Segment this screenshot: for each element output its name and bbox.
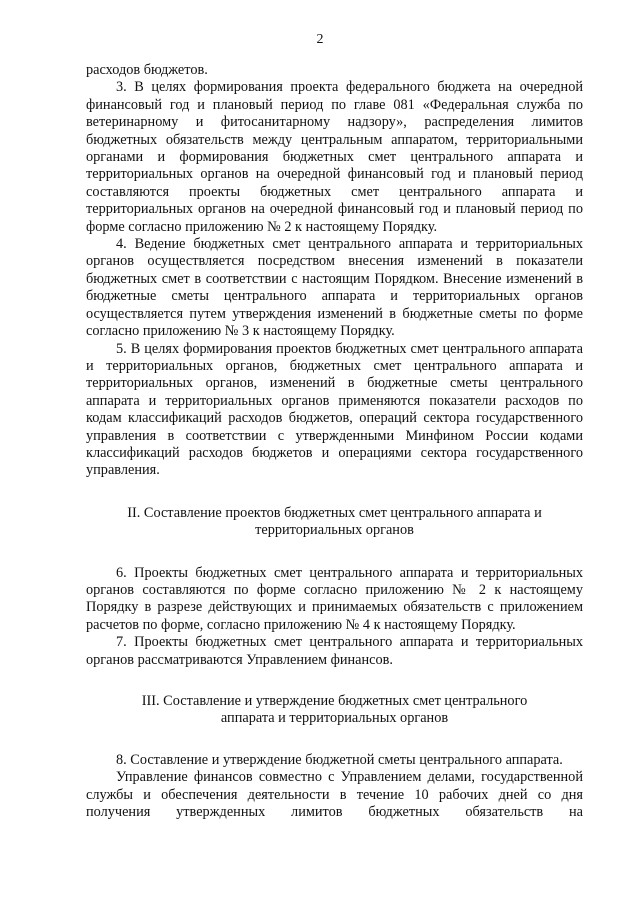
paragraph-7: 7. Проекты бюджетных смет центрального аппарата и территориальных органов рассматриваются Управлением финансов. [86,634,583,668]
section-3-heading [86,693,583,728]
paragraph-continuation: расходов бюджетов. [86,62,208,78]
paragraph-5: 5. В целях формирования проектов бюджетных смет центрального аппарата и территориальных органов, бюджетных смет центрального аппарата и территориальных органов, изменений в бюджетные сметы центрального аппарата и территориальных органов применяются показатели расходов по кодам классификаций расходов бюджетов, операций сектора государственного управления в соответствии с утвержденными Минфином России кодами классификаций расходов бюджетов и операциями сектора государственного управления. [86,340,583,479]
paragraph-8-continued: Управление финансов совместно с Управлением делами, государственной службы и обеспечения деятельности в течение 10 рабочих дней со дня получения утвержденных лимитов бюджетных обязательств на [86,769,583,821]
page-number: 2 [316,32,324,47]
paragraph-3: 3. В целях формирования проекта федерального бюджета на очередной финансовый год и плановый период по главе 081 «Федеральная служба по ветеринарному и фитосанитарному надзору», распределения лимитов бюджетных обязательств между центральным аппаратом, территориальными органами и формирования бюджетных смет центрального аппарата и территориальных органов на очередной финансовый год и плановый период составляются проекты бюджетных смет центрального аппарата и территориальных органов на очередной финансовый год и плановый период по форме согласно приложению № 2 к настоящему Порядку. [86,79,583,235]
section-2-heading-line-2: территориальных органов [255,522,414,539]
section-3-heading-line-1: III. Составление и утверждение бюджетных смет центрального [141,693,528,709]
paragraph-8: 8. Составление и утверждение бюджетной сметы центрального аппарата. [116,751,563,768]
document-body [86,62,583,821]
section-2-heading [86,505,583,540]
section-3-heading-line-2: аппарата и территориальных органов [220,710,449,727]
paragraph-4: 4. Ведение бюджетных смет центрального аппарата и территориальных органов осуществляется посредством внесения изменений в показатели бюджетных смет в соответствии с настоящим Порядком. Внесение изменений в бюджетные сметы центрального аппарата и территориальных органов осуществляется путем утверждения изменений в бюджетные сметы по форме согласно приложению № 3 к настоящему Порядку. [86,236,583,340]
paragraph-6: 6. Проекты бюджетных смет центрального аппарата и территориальных органов составляются по форме согласно приложению № 2 к настоящему Порядку в разрезе действующих и принимаемых обязательств с приложением расчетов по форме, согласно приложению № 4 к настоящему Порядку. [86,564,583,633]
section-2-heading-line-1: II. Составление проектов бюджетных смет центрального аппарата и [127,504,542,521]
